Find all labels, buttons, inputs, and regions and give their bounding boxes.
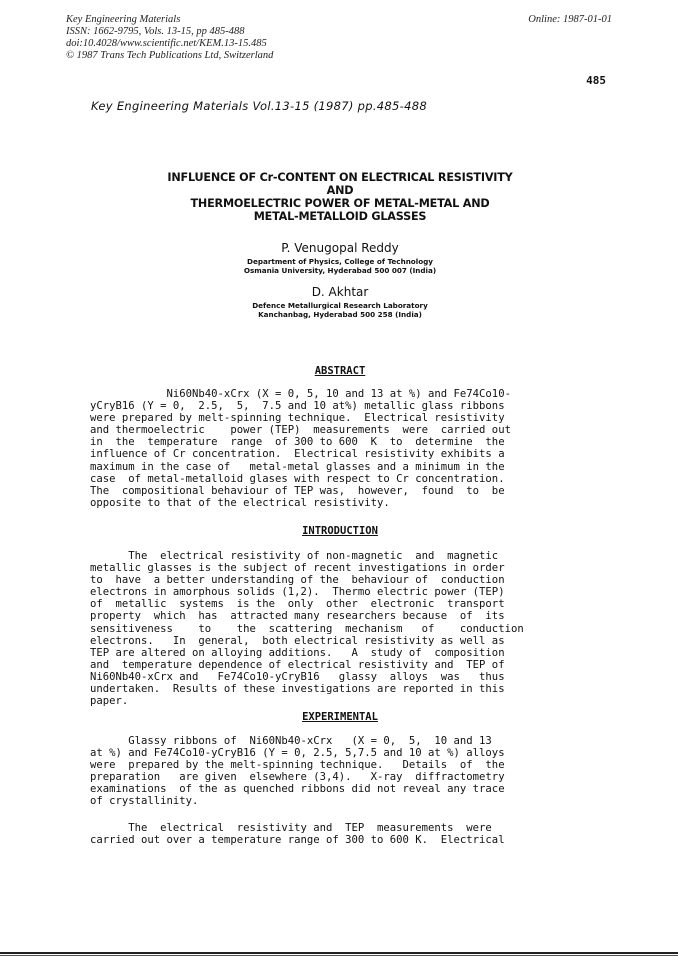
text-line: sensitiveness to the scattering mechanism of conduction: [90, 622, 524, 635]
page-bottom-rule: [0, 952, 678, 954]
text-line: were prepared by melt-spinning technique. Electrical resistivity: [90, 412, 505, 425]
text-line: paper.: [90, 695, 129, 708]
author-block: [60, 241, 620, 275]
text-line: to have a better understanding of the behaviour of conduction: [90, 574, 505, 587]
citation-metadata: [66, 14, 273, 62]
abstract-body: [90, 388, 590, 509]
journal-line: Key Engineering Materials Vol.13-15 (1987) pp.485-488: [91, 99, 427, 113]
experimental-heading: EXPERIMENTAL: [302, 711, 378, 723]
text-line: and temperature dependence of electrical resistivity and TEP of: [90, 658, 505, 671]
text-line: in the temperature range of 300 to 600 K to determine the: [90, 436, 505, 449]
experimental-paragraph: [90, 735, 590, 808]
experimental-paragraph: [90, 822, 590, 846]
text-line: of crystallinity.: [90, 795, 199, 808]
text-line: influence of Cr concentration. Electrical resistivity exhibits a: [90, 448, 505, 461]
author-block: [60, 285, 620, 319]
text-line: Ni60Nb40-xCrx and Fe74Co10-yCryB16 glassy alloys was thus: [90, 670, 505, 683]
text-line: carried out over a temperature range of 300 to 600 K. Electrical: [90, 834, 505, 847]
meta-copyright: © 1987 Trans Tech Publications Ltd, Switzerland: [66, 50, 274, 61]
title-line: METAL-METALLOID GLASSES: [253, 210, 427, 223]
text-line: were prepared by the melt-spinning technique. Details of the: [90, 759, 505, 772]
text-line: The electrical resistivity of non-magnetic and magnetic: [90, 550, 499, 562]
author-affiliation: Kanchanbag, Hyderabad 500 258 (India): [258, 310, 422, 319]
author-name: D. Akhtar: [311, 285, 369, 299]
text-line: case of metal-metalloid glases with respect to Cr concentration.: [90, 472, 505, 485]
introduction-body: [90, 550, 590, 707]
paper-title: [60, 171, 620, 223]
page-bottom-rule: [0, 955, 678, 956]
author-affiliation: Defence Metallurgical Research Laboratory: [252, 301, 428, 310]
title-line: AND: [326, 184, 354, 197]
text-line: opposite to that of the electrical resistivity.: [90, 496, 390, 509]
text-line: yCryB16 (Y = 0, 2.5, 5, 7.5 and 10 at%) metallic glass ribbons: [90, 400, 505, 413]
author-name: P. Venugopal Reddy: [281, 241, 399, 255]
online-date: Online: 1987-01-01: [528, 14, 612, 25]
title-line: THERMOELECTRIC POWER OF METAL-METAL AND: [190, 197, 490, 210]
page-number: 485: [586, 74, 606, 87]
text-line: preparation are given elsewhere (3,4). X-ray diffractometry: [90, 771, 505, 784]
text-line: of metallic systems is the only other electronic transport: [90, 598, 505, 611]
author-affiliation: Osmania University, Hyderabad 500 007 (India): [243, 266, 437, 275]
text-line: The compositional behaviour of TEP was, however, found to be: [90, 484, 505, 497]
text-line: metallic glasses is the subject of recent investigations in order: [90, 562, 505, 575]
text-line: electrons. In general, both electrical resistivity as well as: [90, 634, 505, 647]
meta-doi: doi:10.4028/www.scientific.net/KEM.13-15.485: [66, 38, 267, 49]
text-line: maximum in the case of metal-metal glasses and a minimum in the: [90, 460, 505, 473]
text-line: TEP are altered on alloying additions. A study of composition: [90, 646, 505, 659]
text-line: examinations of the as quenched ribbons did not reveal any trace: [90, 783, 505, 796]
text-line: The electrical resistivity and TEP measurements were: [90, 822, 492, 834]
text-line: electrons in amorphous solids (1,2). Thermo electric power (TEP): [90, 586, 505, 599]
text-line: at %) and Fe74Co10-yCryB16 (Y = 0, 2.5, 5,7.5 and 10 at %) alloys: [90, 747, 505, 760]
text-line: and thermoelectric power (TEP) measurements were carried out: [90, 424, 511, 437]
author-affiliation: Department of Physics, College of Technology: [247, 257, 433, 266]
meta-issn: ISSN: 1662-9795, Vols. 13-15, pp 485-488: [66, 26, 245, 37]
text-line: Ni60Nb40-xCrx (X = 0, 5, 10 and 13 at %) and Fe74Co10-: [90, 388, 511, 400]
meta-journal: Key Engineering Materials: [66, 14, 181, 25]
text-line: Glassy ribbons of Ni60Nb40-xCrx (X = 0, 5, 10 and 13: [90, 735, 492, 747]
text-line: property which has attracted many researchers because of its: [90, 610, 505, 623]
introduction-heading: INTRODUCTION: [302, 525, 378, 537]
text-line: undertaken. Results of these investigations are reported in this: [90, 683, 505, 696]
title-line: INFLUENCE OF Cr-CONTENT ON ELECTRICAL RESISTIVITY: [167, 171, 513, 184]
abstract-heading: ABSTRACT: [314, 365, 366, 377]
